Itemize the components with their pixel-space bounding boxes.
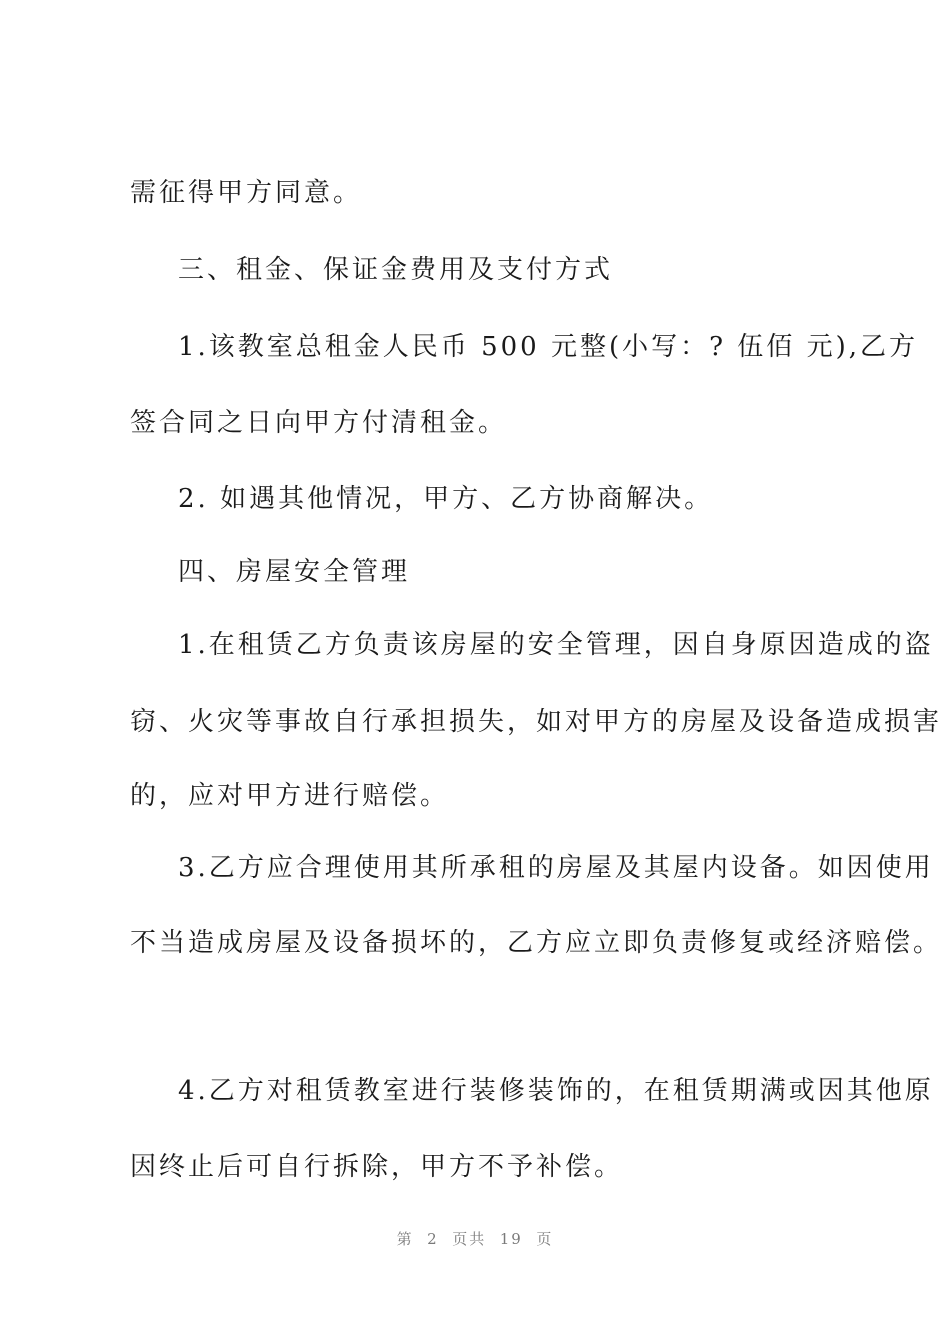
- text-line: 窃、火灾等事故自行承担损失，如对甲方的房屋及设备造成损害: [130, 707, 943, 737]
- text-line: 1.在租赁乙方负责该房屋的安全管理，因自身原因造成的盗: [178, 630, 934, 660]
- text-line: 签合同之日向甲方付清租金。: [130, 408, 508, 438]
- text-line: 1.该教室总租金人民币 500 元整(小写：? 伍佰 元),乙方: [178, 332, 918, 362]
- text-line: 3.乙方应合理使用其所承租的房屋及其屋内设备。如因使用: [178, 853, 934, 883]
- text-line: 需征得甲方同意。: [130, 178, 363, 208]
- page-number-footer: 第 2 页共 19 页: [396, 1230, 554, 1248]
- section-heading: 三、租金、保证金费用及支付方式: [178, 255, 614, 285]
- text-line: 4.乙方对租赁教室进行装修装饰的，在租赁期满或因其他原: [178, 1076, 934, 1106]
- text-line: 不当造成房屋及设备损坏的，乙方应立即负责修复或经济赔偿。: [130, 928, 943, 958]
- section-heading: 四、房屋安全管理: [178, 557, 411, 587]
- text-line: 2. 如遇其他情况，甲方、乙方协商解决。: [178, 484, 714, 514]
- text-line: 的，应对甲方进行赔偿。: [130, 781, 450, 811]
- text-line: 因终止后可自行拆除，甲方不予补偿。: [130, 1152, 624, 1182]
